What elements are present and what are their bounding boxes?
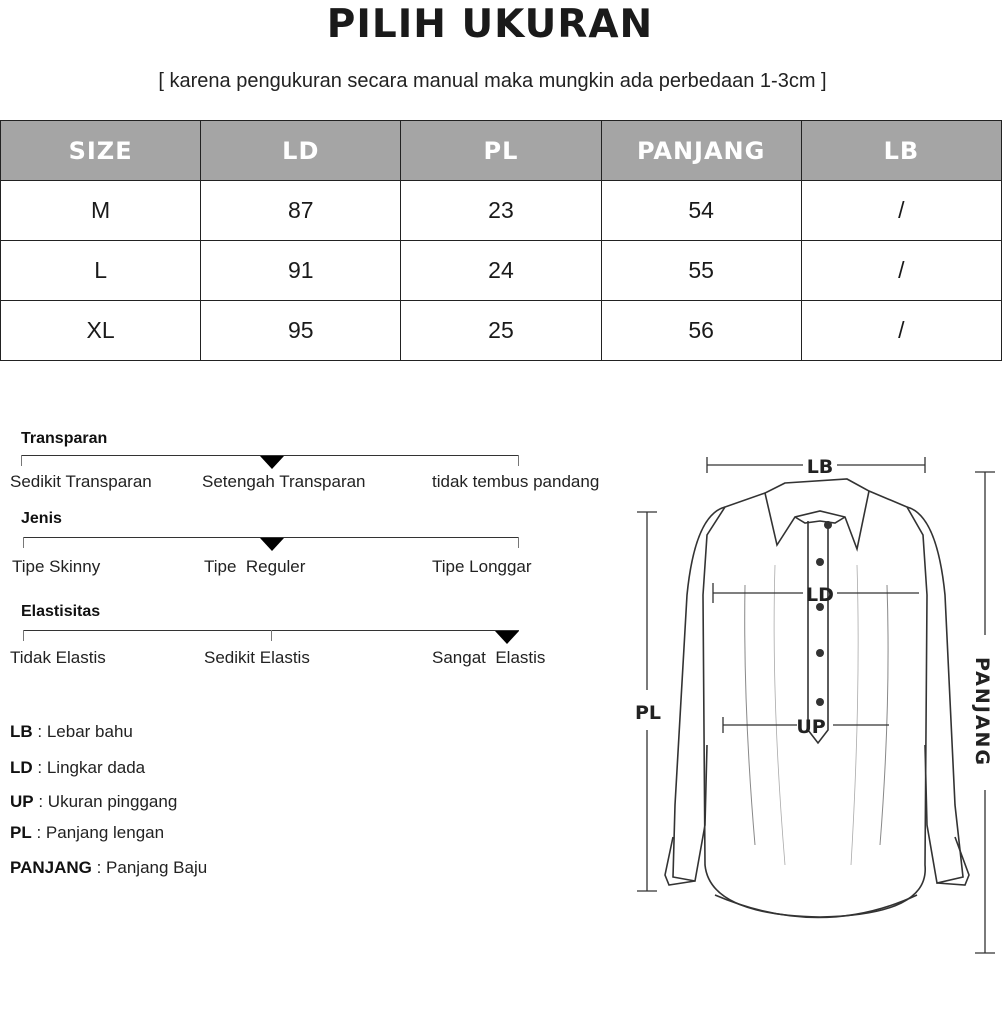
scale-option: Tipe Skinny [12, 557, 101, 576]
cell-pl: 23 [401, 181, 601, 241]
cell-size: XL [1, 301, 201, 361]
scale-option: Setengah Transparan [202, 472, 366, 491]
table-header-row [1, 121, 1002, 181]
scale-option: Sangat Elastis [432, 648, 546, 667]
panjang-label: PANJANG [971, 656, 993, 768]
cell-ld: 87 [201, 181, 401, 241]
scale-tick [518, 537, 519, 548]
cell-pl: 24 [401, 241, 601, 301]
cell-lb: / [801, 241, 1001, 301]
scale-tick [23, 537, 24, 548]
scale-option: Tipe Reguler [204, 557, 306, 576]
cell-size: L [1, 241, 201, 301]
scale-option: Tidak Elastis [10, 648, 106, 667]
scale-label-elastisitas: Elastisitas [21, 603, 101, 620]
header-panjang: PANJANG [601, 121, 801, 181]
cell-panjang: 54 [601, 181, 801, 241]
scale-tick [518, 455, 519, 466]
cell-ld: 91 [201, 241, 401, 301]
cell-lb: / [801, 181, 1001, 241]
measurement-note: [ karena pengukuran secara manual maka mungkin ada perbedaan 1-3cm ] [158, 70, 827, 92]
scale-option: Sedikit Elastis [204, 648, 310, 667]
scale-tick [271, 630, 272, 641]
scale-label-jenis: Jenis [21, 510, 62, 527]
scale-tick [23, 630, 24, 641]
table-row [1, 241, 1002, 301]
cell-pl: 25 [401, 301, 601, 361]
scale-option: tidak tembus pandang [432, 472, 600, 491]
legend-item-up: UP : Ukuran pinggang [10, 792, 178, 811]
cell-ld: 95 [201, 301, 401, 361]
legend-item-pl: PL : Panjang lengan [10, 823, 165, 842]
page-title: PILIH UKURAN [326, 2, 654, 47]
scale-marker-jenis [260, 538, 284, 551]
scale-label-transparan: Transparan [21, 430, 108, 447]
scale-option: Tipe Longgar [432, 557, 532, 576]
up-label: UP [796, 716, 826, 738]
header-ld: LD [201, 121, 401, 181]
lb-label: LB [806, 456, 834, 478]
header-pl: PL [401, 121, 601, 181]
header-size: SIZE [1, 121, 201, 181]
cell-panjang: 56 [601, 301, 801, 361]
pl-label: PL [634, 702, 662, 724]
scale-tick [21, 455, 22, 466]
size-table [0, 120, 1002, 361]
shirt-measurement-diagram [625, 445, 1005, 965]
table-row [1, 181, 1002, 241]
cell-lb: / [801, 301, 1001, 361]
cell-size: M [1, 181, 201, 241]
cell-panjang: 55 [601, 241, 801, 301]
legend-item-panjang: PANJANG : Panjang Baju [10, 858, 208, 877]
scale-marker-elastisitas [495, 631, 519, 644]
ld-label: LD [806, 584, 834, 606]
table-row [1, 301, 1002, 361]
scale-option: Sedikit Transparan [10, 472, 152, 491]
scale-marker-transparan [260, 456, 284, 469]
legend-item-lb: LB : Lebar bahu [10, 722, 133, 741]
header-lb: LB [801, 121, 1001, 181]
legend-item-ld: LD : Lingkar dada [10, 758, 146, 777]
